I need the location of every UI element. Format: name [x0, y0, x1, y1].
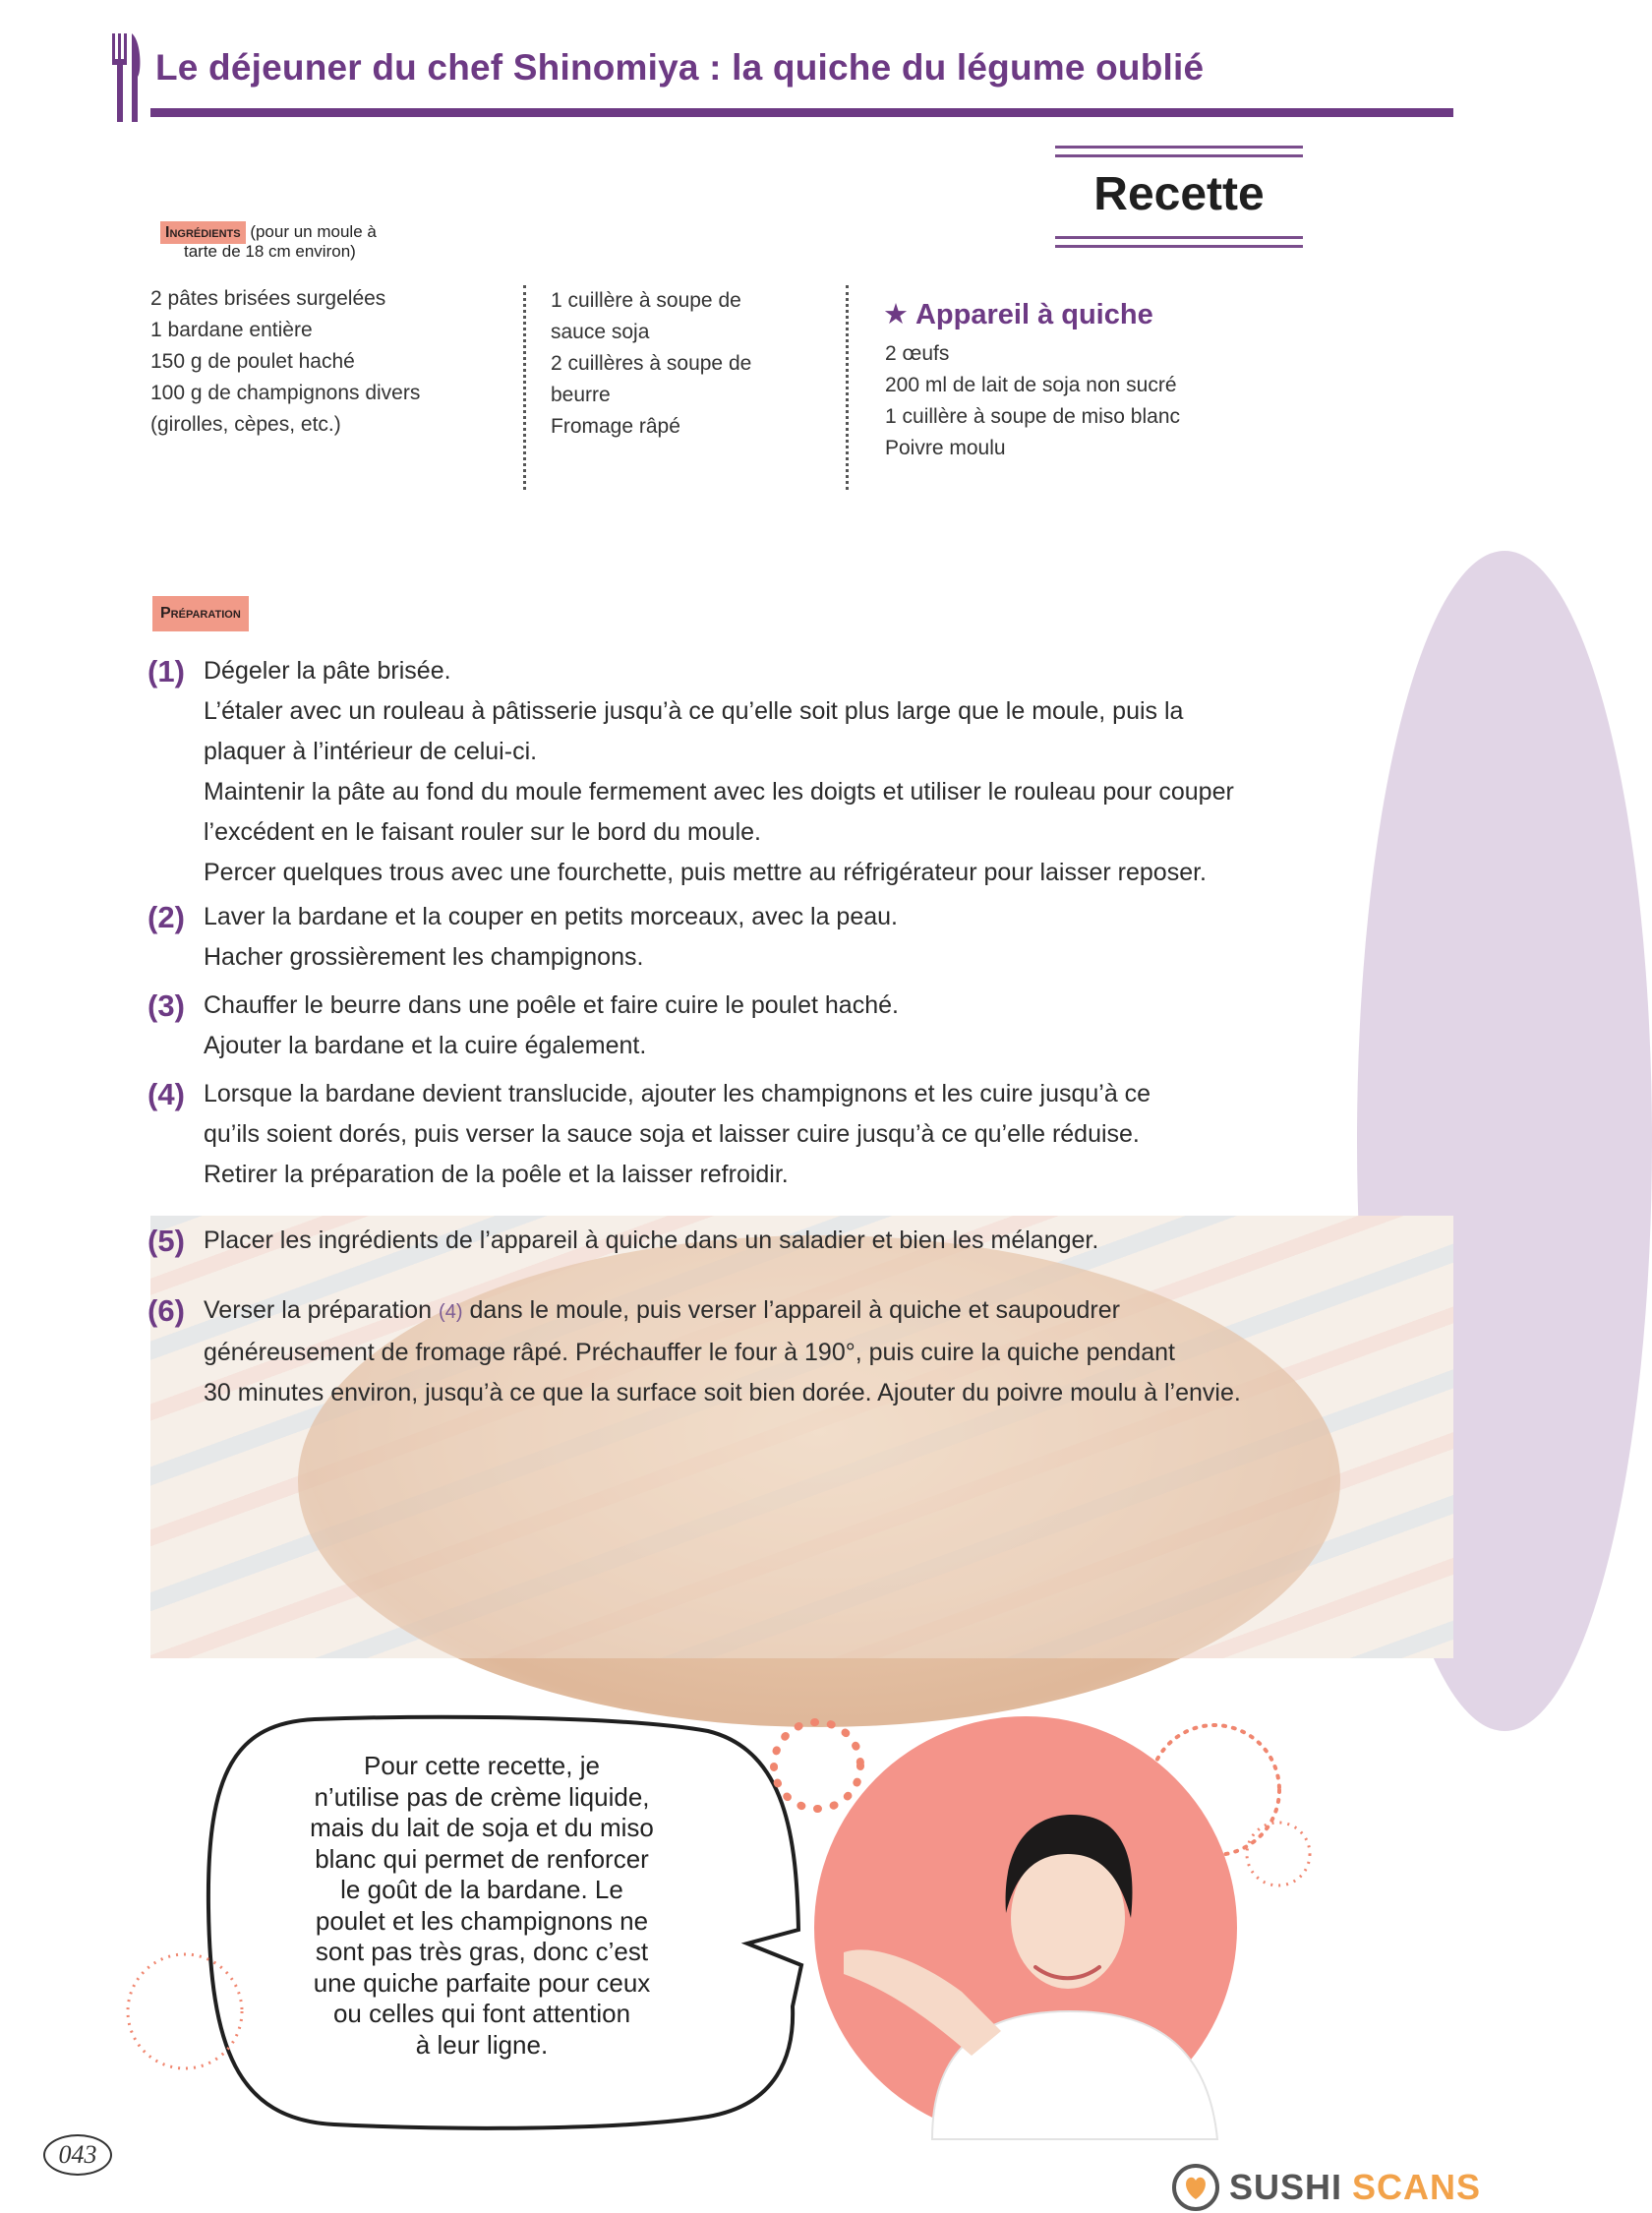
chef-portrait — [814, 1716, 1237, 2139]
step-6: (6) Verser la préparation (4) dans le moule, puis verser l’appareil à quiche et saupoudrer généreusement de fromage râpé. Préchauffer le four à 190°, puis cuire la quiche pendant 30 minutes environ, jusqu’à ce que la surface soit bien dorée. Ajouter du poivre moulu à l’envie. — [148, 1290, 1416, 1413]
ingredient-item: 150 g de poulet haché — [150, 350, 355, 373]
ingredient-item: beurre — [551, 384, 611, 406]
page-number: 043 — [43, 2134, 112, 2176]
ingredients-column-2 — [551, 285, 816, 443]
appareil-item: 1 cuillère à soupe de miso blanc — [885, 405, 1181, 428]
ingredient-item: 2 cuillères à soupe de — [551, 352, 752, 375]
ingredient-item: sauce soja — [551, 321, 650, 343]
appareil-item: 200 ml de lait de soja non sucré — [885, 374, 1177, 396]
step-number: (3) — [148, 988, 185, 1023]
recette-rule-top — [1055, 146, 1303, 149]
title-rule — [150, 108, 1453, 117]
recette-heading: Recette — [1093, 168, 1265, 220]
appareil-list — [885, 338, 1278, 464]
step-reference: (4) — [439, 1301, 463, 1323]
page-title: Le déjeuner du chef Shinomiya : la quiche du légume oublié — [155, 47, 1205, 88]
dotted-circle-decoration — [1239, 1815, 1318, 1893]
ingredient-item: 100 g de champignons divers — [150, 382, 421, 404]
step-number: (1) — [148, 654, 185, 688]
chef-illustration — [814, 1716, 1237, 2139]
ingredient-item: (girolles, cèpes, etc.) — [150, 413, 341, 436]
brand-text-scans: SCANS — [1352, 2167, 1482, 2207]
step-3: (3) Chauffer le beurre dans une poêle et faire cuire le poulet haché. Ajouter la bardane et la cuire également. — [148, 986, 1416, 1066]
ingredient-item: Fromage râpé — [551, 415, 680, 438]
preparation-steps — [148, 651, 1416, 1413]
column-divider — [523, 285, 526, 490]
brand-logo — [1170, 2162, 1481, 2213]
recette-rule-bottom-2 — [1055, 245, 1303, 248]
step-1: (1) Dégeler la pâte brisée. L’étaler avec un rouleau à pâtisserie jusqu’à ce qu’elle soit plus large que le moule, puis la plaquer à l’intérieur de celui-ci. Maintenir la pâte au fond du moule fermement avec les doigts et utiliser le rouleau pour couper l’excédent en le faisant rouler sur le bord du moule. Percer quelques trous avec une fourchette, puis mettre au réfrigérateur pour laisser reposer. — [148, 651, 1416, 893]
bubble-text: Pour cette recette, je n’utilise pas de crème liquide, mais du lait de soja et du miso blanc qui permet de renforcer le goût de la bardane. Le poulet et les champignons ne sont pas très gras, donc c’est une quiche parfaite pour ceux ou celles qui font attention à leur ligne. — [310, 1751, 654, 2060]
ingredient-item: 1 bardane entière — [150, 319, 313, 341]
step-number: (2) — [148, 900, 185, 934]
step-2: (2) Laver la bardane et la couper en petits morceaux, avec la peau. Hacher grossièrement les champignons. — [148, 897, 1416, 978]
preparation-tag: Préparation — [152, 596, 249, 631]
ingredients-note-line1: (pour un moule à — [250, 222, 377, 241]
recette-rule-bottom — [1055, 236, 1303, 239]
ingredient-item: 2 pâtes brisées surgelées — [150, 287, 386, 310]
step-4: (4) Lorsque la bardane devient translucide, ajouter les champignons et les cuire jusqu’à ce qu’ils soient dorés, puis verser la sauce soja et laisser cuire jusqu’à ce qu’elle réduise. Retirer la préparation de la poêle et la laisser refroidir. — [148, 1074, 1416, 1195]
recette-rule-top-2 — [1055, 154, 1303, 157]
step-number: (5) — [148, 1224, 185, 1258]
dotted-circle-decoration — [126, 1947, 216, 2075]
ingredients-note — [160, 222, 455, 262]
ingredients-tag: Ingrédients — [160, 221, 246, 244]
column-divider — [846, 285, 849, 490]
step-5: (5) Placer les ingrédients de l’appareil à quiche dans un saladier et bien les mélanger. — [148, 1221, 1416, 1261]
ingredients-column-1 — [150, 283, 504, 441]
cutlery-icon — [110, 33, 144, 122]
appareil-item: 2 œufs — [885, 342, 950, 365]
heart-logo-icon — [1170, 2162, 1221, 2213]
appareil-item: Poivre moulu — [885, 437, 1006, 459]
ingredients-note-line2: tarte de 18 cm environ) — [184, 242, 356, 261]
appareil-title: ★ Appareil à quiche — [883, 299, 1153, 330]
step-number: (4) — [148, 1077, 185, 1111]
brand-text-sushi: SUSHI — [1229, 2167, 1343, 2207]
ingredient-item: 1 cuillère à soupe de — [551, 289, 741, 312]
step-number: (6) — [148, 1293, 185, 1328]
